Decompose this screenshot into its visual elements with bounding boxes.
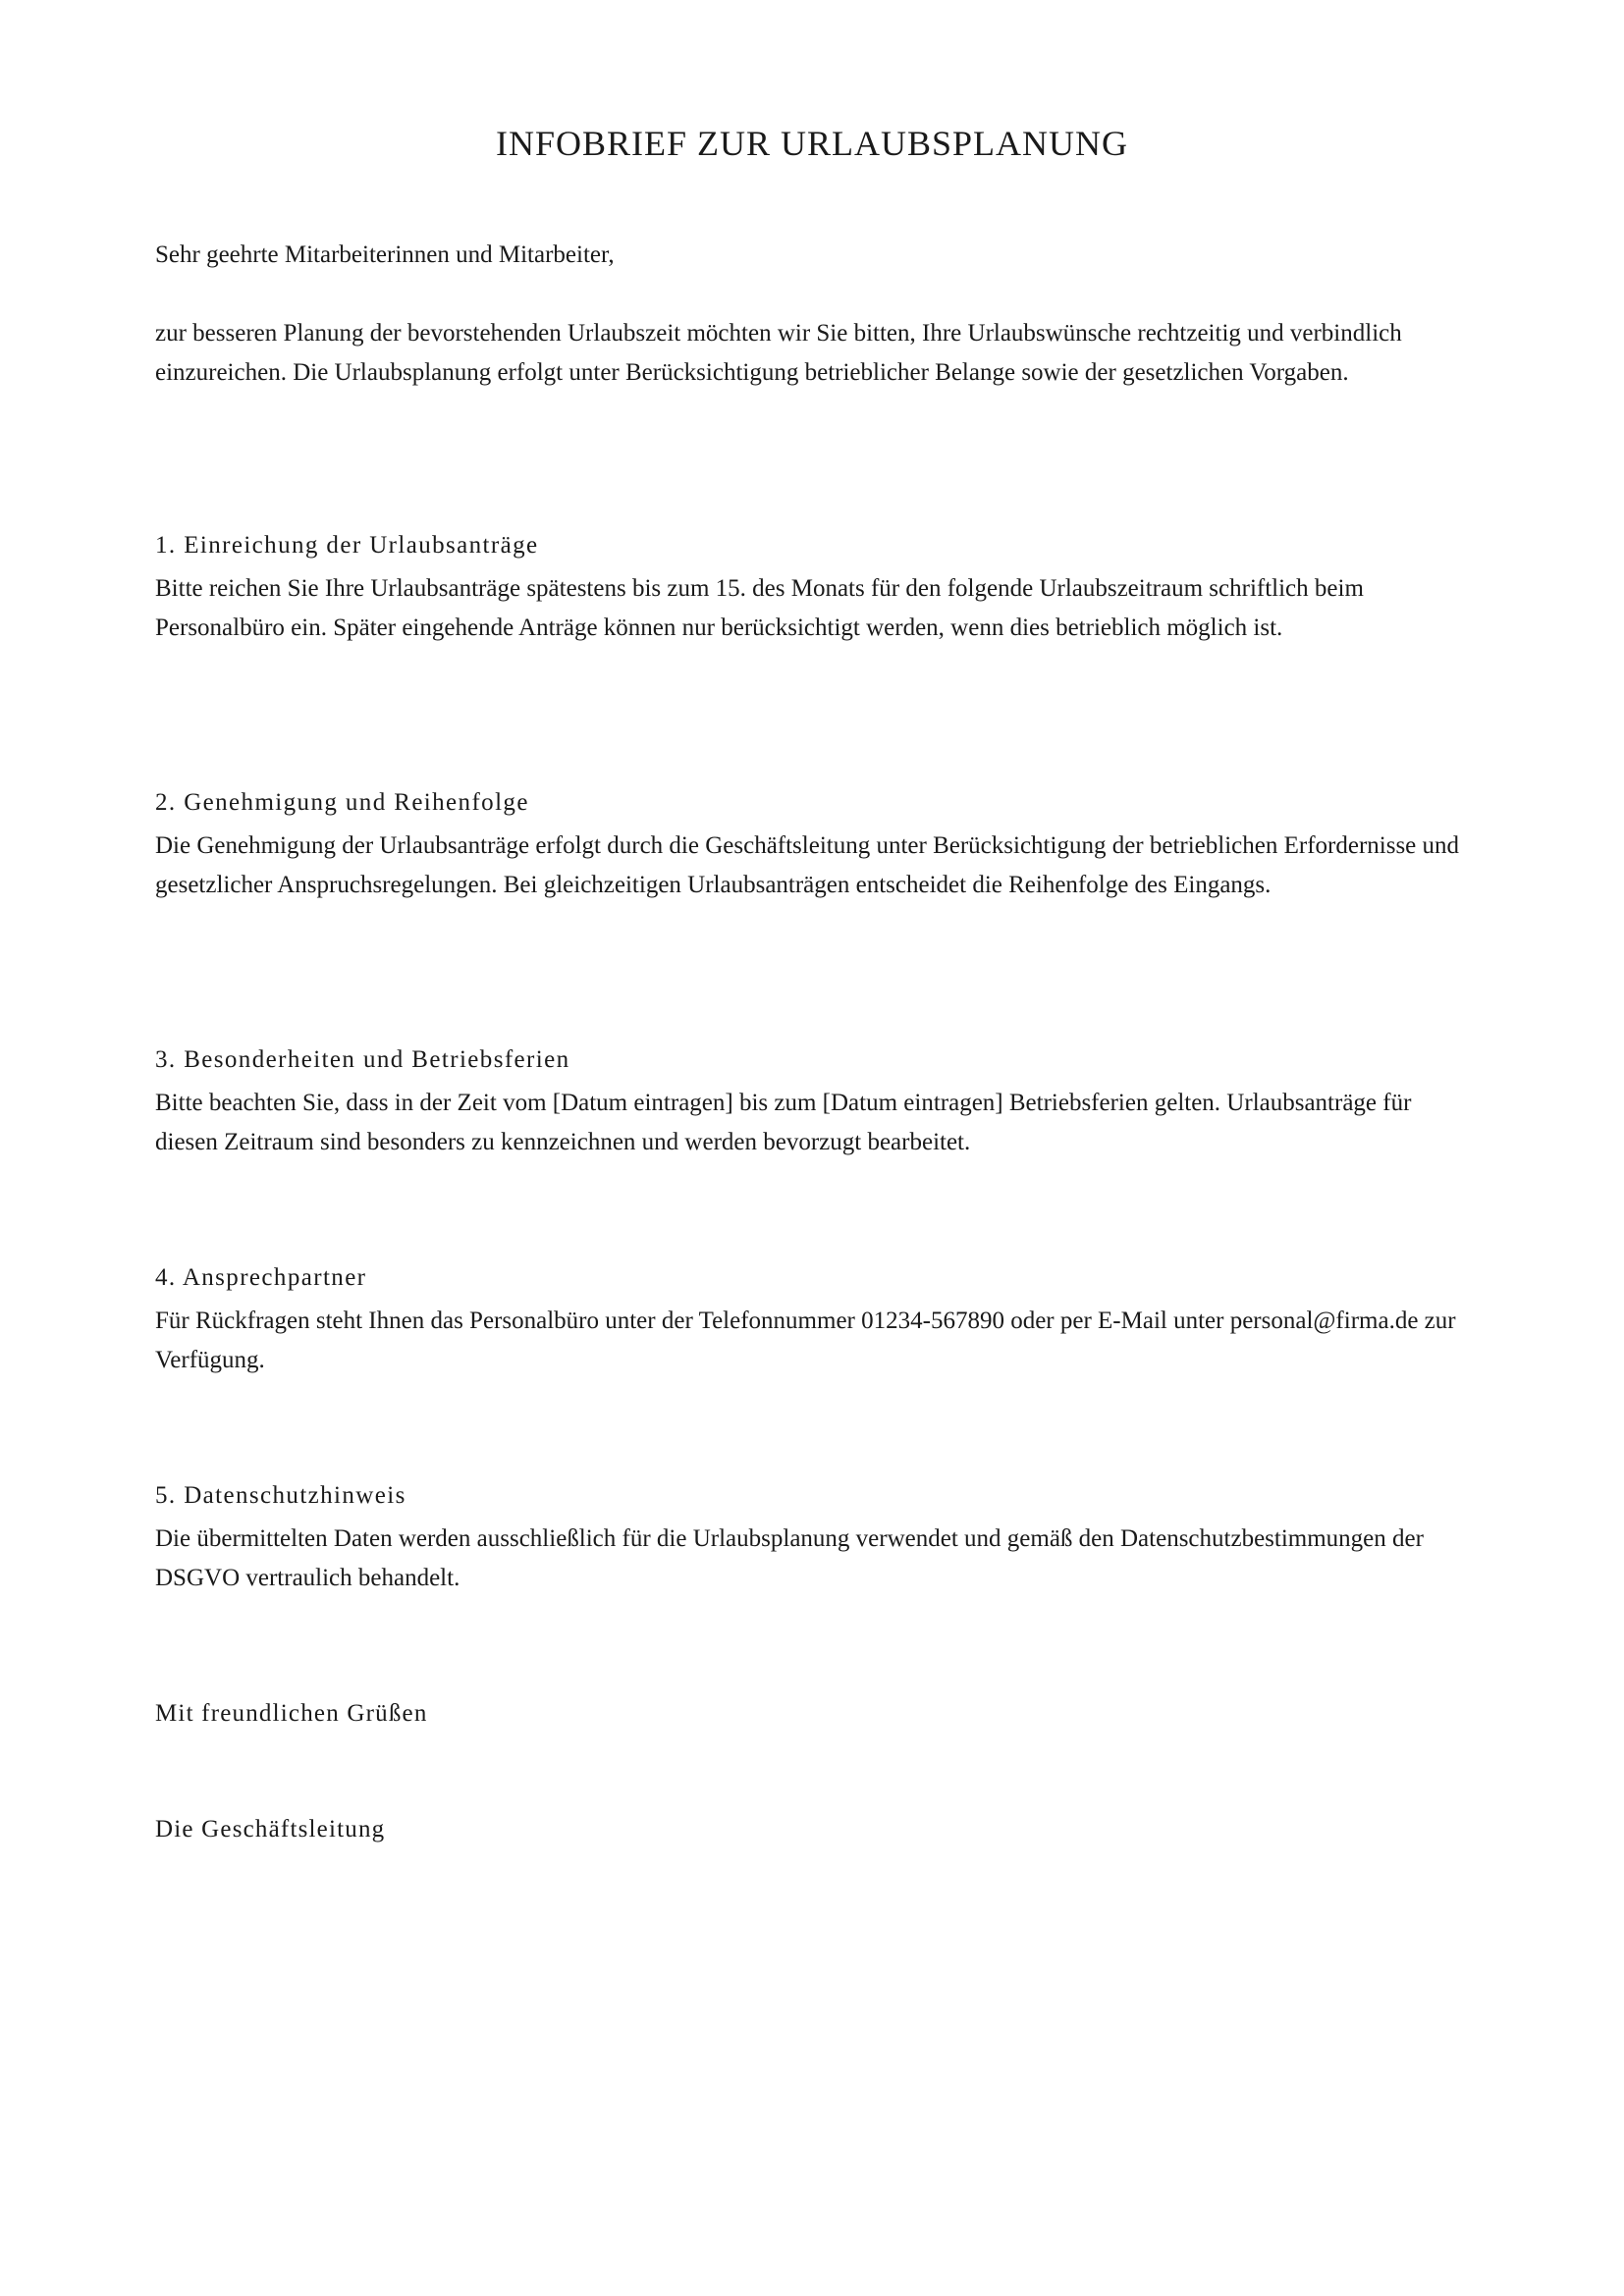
section-text-contact: Für Rückfragen steht Ihnen das Personalbüro unter der Telefonnummer 01234-567890 oder per E-Mail unter personal@firma.de zur Verfügung.	[155, 1308, 1456, 1373]
section-heading-approval: 2. Genehmigung und Reihenfolge	[155, 789, 529, 816]
section-heading-company-holidays: 3. Besonderheiten und Betriebsferien	[155, 1046, 570, 1073]
section-heading-submission: 1. Einreichung der Urlaubsanträge	[155, 532, 539, 559]
section-heading-privacy: 5. Datenschutzhinweis	[155, 1482, 406, 1509]
section-text-privacy: Die übermittelten Daten werden ausschließlich für die Urlaubsplanung verwendet und gemäß den Datenschutzbestimmungen der DSGVO vertraulich behandelt.	[155, 1525, 1424, 1591]
section-text-submission: Bitte reichen Sie Ihre Urlaubsanträge spätestens bis zum 15. des Monats für den folgende Urlaubszeitraum schriftlich beim Personalbüro ein. Später eingehende Anträge können nur berücksichtigt werden, wenn dies betrieblich möglich ist.	[155, 575, 1364, 641]
closing-line: Mit freundlichen Grüßen	[155, 1700, 428, 1727]
section-text-company-holidays: Bitte beachten Sie, dass in der Zeit vom [Datum eintragen] bis zum [Datum eintragen] Betriebsferien gelten. Urlaubsanträge für diesen Zeitraum sind besonders zu kennzeichnen und werden bevorzugt bearbeitet.	[155, 1090, 1412, 1155]
salutation: Sehr geehrte Mitarbeiterinnen und Mitarbeiter,	[155, 241, 615, 268]
section-heading-contact: 4. Ansprechpartner	[155, 1264, 367, 1291]
document-title: INFOBRIEF ZUR URLAUBSPLANUNG	[495, 124, 1129, 163]
section-text-approval: Die Genehmigung der Urlaubsanträge erfolgt durch die Geschäftsleitung unter Berücksichtigung der betrieblichen Erfordernisse und gesetzlicher Anspruchsregelungen. Bei gleichzeitigen Urlaubsanträgen entscheidet die Reihenfolge des Eingangs.	[155, 832, 1460, 898]
intro-paragraph: zur besseren Planung der bevorstehenden Urlaubszeit möchten wir Sie bitten, Ihre Urlaubswünsche rechtzeitig und verbindlich einzureichen. Die Urlaubsplanung erfolgt unter Berücksichtigung betrieblicher Belange sowie der gesetzlichen Vorgaben.	[155, 320, 1402, 386]
signature: Die Geschäftsleitung	[155, 1816, 386, 1842]
